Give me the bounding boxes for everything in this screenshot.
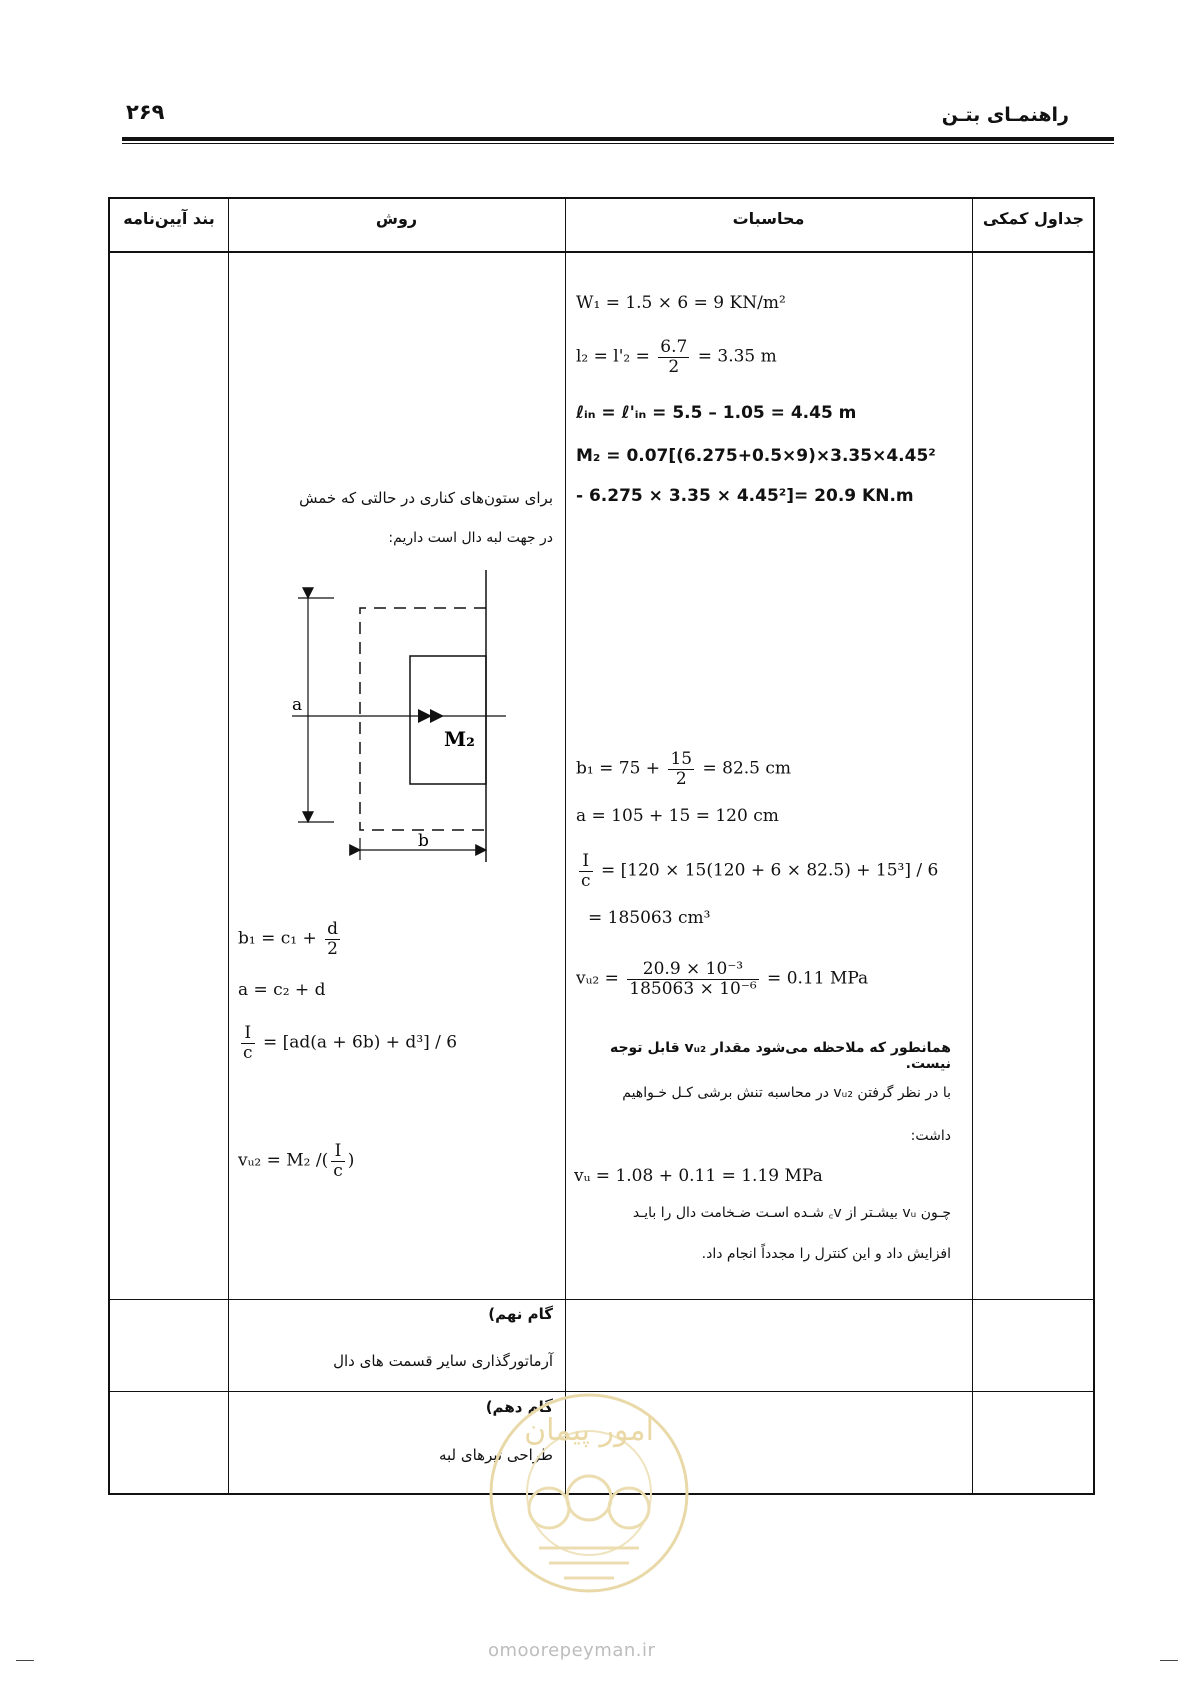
- formula-w1: W₁ = 1.5 × 6 = 9 KN/m²: [576, 293, 786, 313]
- calc-formula-vu: vᵤ = 1.08 + 0.11 = 1.19 MPa: [574, 1166, 823, 1186]
- formula-m2-line2: - 6.275 × 3.35 × 4.45²]= 20.9 KN.m: [576, 486, 914, 506]
- calc-note-3: داشت:: [910, 1128, 951, 1144]
- moment-arrow-icon: [430, 709, 444, 723]
- formula-l2: l₂ = l'₂ = $\frac{6.7}{2}$ = 3.35 m: [576, 337, 777, 377]
- step10-text: طراحی تیرهای لبه: [438, 1446, 553, 1464]
- page-number: ۲۶۹: [126, 100, 165, 124]
- label-b: b: [418, 831, 429, 851]
- calc-note-1: همانطور که ملاحظه می‌شود مقدار vᵤ₂ قابل توجه نیست.: [609, 1040, 951, 1072]
- method-formula-vu2: vᵤ₂ = M₂ /( $\frac{I}{c}$ ): [238, 1141, 355, 1181]
- method-text-line1: برای ستون‌های کناری در حالتی که خمش: [299, 489, 553, 507]
- label-m2: M₂: [444, 727, 475, 751]
- calculation-table: [108, 197, 1095, 1495]
- moment-arrow-icon: [418, 709, 432, 723]
- margin-tick: [16, 1660, 34, 1661]
- watermark-seal-logo: [484, 1388, 694, 1598]
- calc-formula-b1: b₁ = 75 + $\frac{15}{2}$ = 82.5 cm: [576, 749, 792, 789]
- column-edge-diagram: [268, 570, 518, 870]
- calc-note-4: چـون vᵤ بیشـتر از v꜀ شـده اسـت ضـخامت دال را بایـد: [632, 1205, 951, 1221]
- header-row-divider: [110, 251, 1093, 253]
- watermark-url: omoorepeyman.ir: [488, 1640, 656, 1661]
- calc-formula-ic: $\frac{I}{c}$ = [120 × 15(120 + 6 × 82.5) + 15³] / 6: [581, 851, 939, 891]
- running-header-title: راهنمـای بتـن: [941, 104, 1069, 126]
- col-header-tables: جداول کمکی: [982, 209, 1085, 228]
- calc-note-2: با در نظر گرفتن vᵤ₂ در محاسبه تنش برشی کـل خـواهیم: [622, 1085, 951, 1101]
- calc-formula-ic-result: = 185063 cm³: [588, 908, 711, 928]
- formula-lin: ℓᵢₙ = ℓ'ᵢₙ = 5.5 – 1.05 = 4.45 m: [576, 403, 857, 423]
- col-header-calc: محاسبات: [732, 209, 805, 228]
- formula-m2-line1: M₂ = 0.07[(6.275+0.5×9)×3.35×4.45²: [576, 446, 936, 466]
- method-formula-b1: b₁ = c₁ + $\frac{d}{2}$: [238, 919, 339, 959]
- col-header-code: بند آیین‌نامه: [123, 209, 215, 228]
- calc-formula-a: a = 105 + 15 = 120 cm: [576, 806, 779, 826]
- step9-text: آرماتورگذاری سایر قسمت های دال: [333, 1352, 553, 1370]
- method-formula-a: a = c₂ + d: [238, 980, 326, 1000]
- col-header-method: روش: [375, 209, 418, 228]
- header-rule-thick: [122, 137, 1114, 141]
- step10-title: گام دهم): [485, 1398, 553, 1416]
- row-divider: [110, 1299, 1093, 1300]
- calc-note-5: افزایش داد و این کنترل را مجدداً انجام داد.: [701, 1246, 951, 1262]
- calc-formula-vu2: vᵤ₂ = $\frac{\text{20.9 × 10⁻³}}{\text{185063 × 10⁻⁶}}$ = 0.11 MPa: [576, 959, 869, 999]
- method-formula-ic: $\frac{I}{c}$ = [ad(a + 6b) + d³] / 6: [243, 1023, 458, 1063]
- label-a: a: [292, 695, 303, 715]
- header-rule-thin: [122, 143, 1114, 144]
- method-text-line2: در جهت لبه دال است داریم:: [388, 530, 553, 546]
- step9-title: گام نهم): [488, 1305, 553, 1323]
- margin-tick: [1160, 1660, 1178, 1661]
- seal-lettering: امور پیمان: [524, 1413, 654, 1448]
